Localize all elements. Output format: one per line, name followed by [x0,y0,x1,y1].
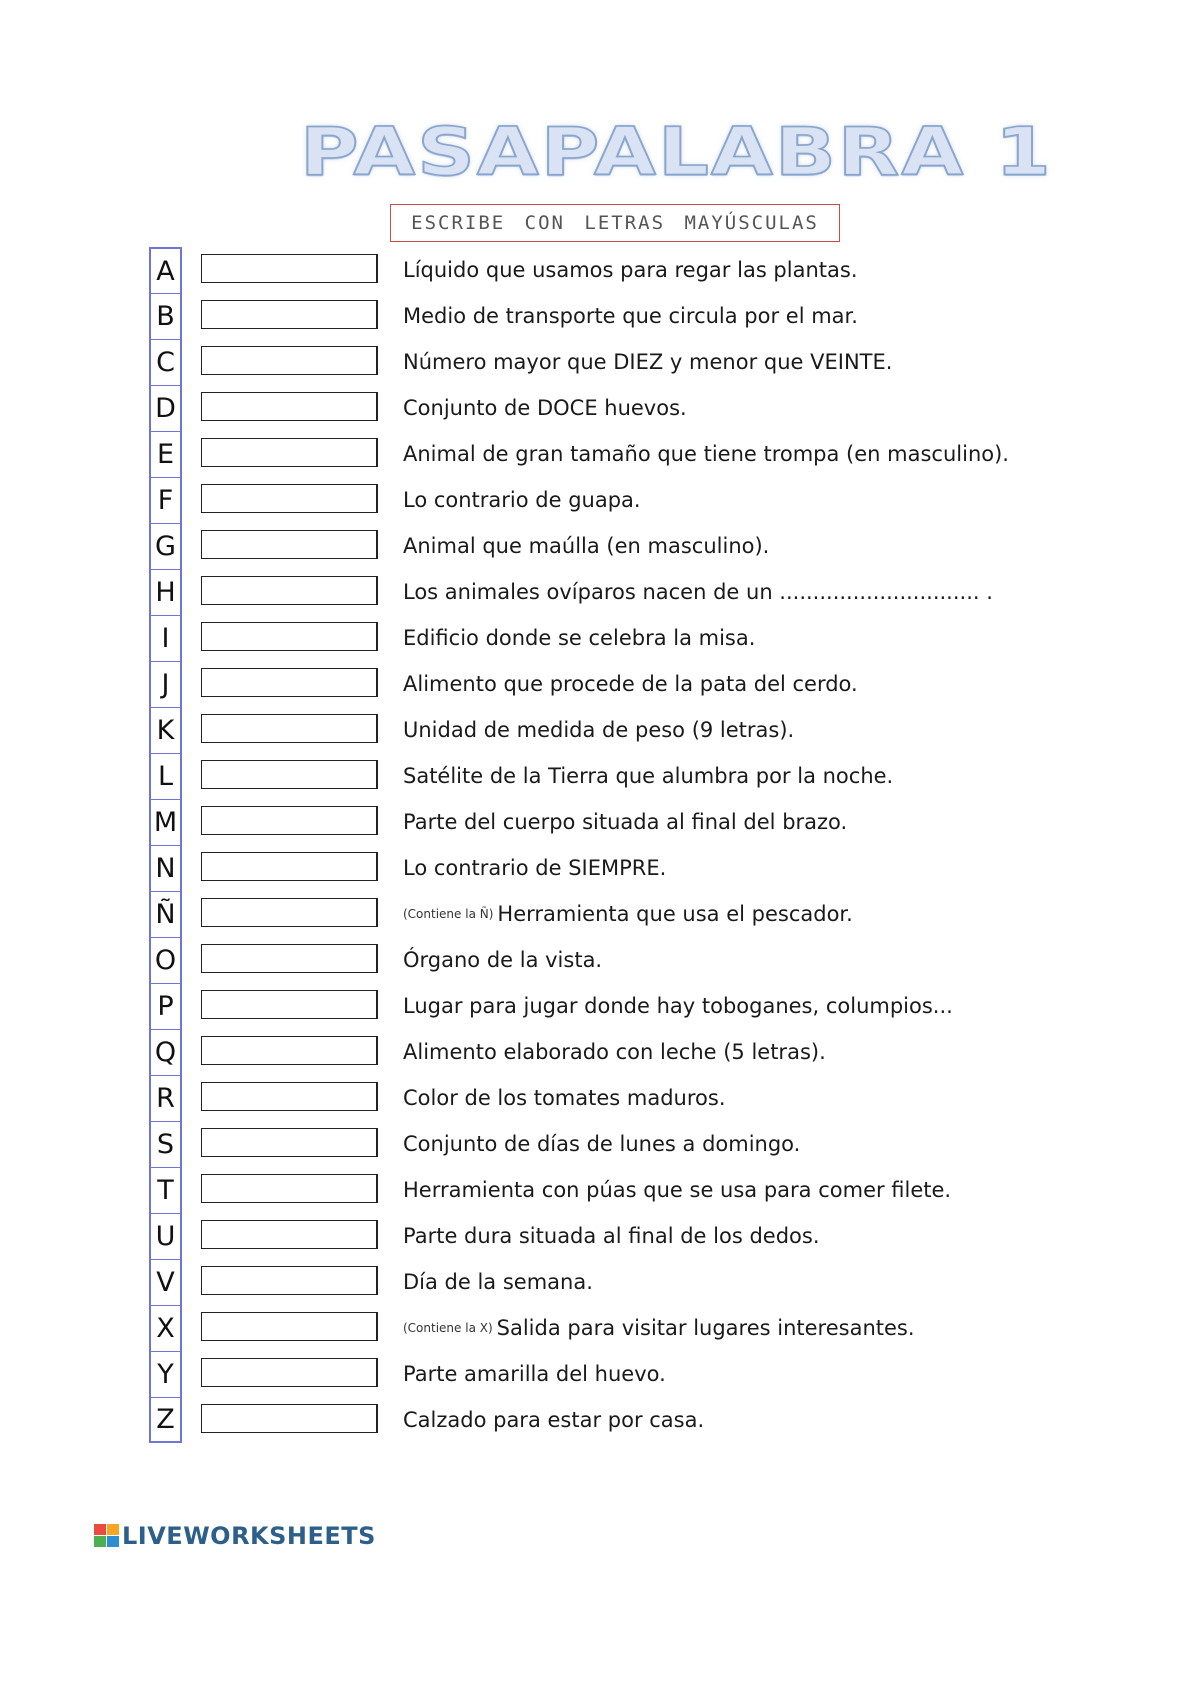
question-row [0,1075,1200,1121]
clue-label: Órgano de la vista. [403,948,603,972]
question-row [0,937,1200,983]
question-row [0,247,1200,293]
clue-label: Lo contrario de SIEMPRE. [403,856,667,880]
answer-input[interactable] [201,530,378,559]
letter-cell: O [149,937,182,983]
letter-cell: Q [149,1029,182,1075]
clue-label: Número mayor que DIEZ y menor que VEINTE. [403,350,893,374]
question-row [0,753,1200,799]
clue-label: Alimento que procede de la pata del cerdo. [403,672,858,696]
letter-cell: B [149,293,182,339]
answer-input[interactable] [201,1128,378,1157]
question-row [0,983,1200,1029]
question-row [0,431,1200,477]
clue-label: Líquido que usamos para regar las plantas. [403,258,858,282]
question-row [0,523,1200,569]
clue-text [403,477,641,523]
question-row [0,293,1200,339]
clue-text [403,707,794,753]
clue-label: Color de los tomates maduros. [403,1086,726,1110]
clue-text [403,1351,666,1397]
clue-text [403,661,858,707]
logo-text: LIVEWORKSHEETS [122,1522,376,1550]
clue-label: Medio de transporte que circula por el mar. [403,304,858,328]
answer-input[interactable] [201,1358,378,1387]
question-row [0,1259,1200,1305]
letter-cell: V [149,1259,182,1305]
answer-input[interactable] [201,806,378,835]
clue-text [403,845,666,891]
clue-text [403,753,893,799]
letter-cell: K [149,707,182,753]
answer-input[interactable] [201,346,378,375]
clue-text [403,1121,800,1167]
clue-text [403,1167,951,1213]
letter-cell: Ñ [149,891,182,937]
question-row [0,1029,1200,1075]
letter-cell: N [149,845,182,891]
clue-text [403,891,853,937]
clue-text [403,1213,820,1259]
clue-label: Lo contrario de guapa. [403,488,641,512]
question-row [0,477,1200,523]
clue-label: Unidad de medida de peso (9 letras). [403,718,795,742]
question-list [0,247,1200,1443]
clue-label: Conjunto de DOCE huevos. [403,396,687,420]
clue-text [403,1075,726,1121]
answer-input[interactable] [201,392,378,421]
clue-text [403,799,847,845]
letter-cell: E [149,431,182,477]
question-row [0,1305,1200,1351]
question-row [0,339,1200,385]
answer-input[interactable] [201,484,378,513]
letter-cell: Z [149,1397,182,1443]
letter-cell: M [149,799,182,845]
clue-label: Satélite de la Tierra que alumbra por la noche. [403,764,894,788]
clue-text [403,247,858,293]
answer-input[interactable] [201,254,378,283]
instruction-box [390,204,840,242]
letter-cell: U [149,1213,182,1259]
clue-text [403,983,953,1029]
letter-cell: I [149,615,182,661]
answer-input[interactable] [201,576,378,605]
question-row [0,1351,1200,1397]
letter-cell: J [149,661,182,707]
answer-input[interactable] [201,1036,378,1065]
clue-prefix: (Contiene la X) [403,1321,493,1335]
letter-cell: P [149,983,182,1029]
question-row [0,1397,1200,1443]
clue-label: Parte dura situada al final de los dedos. [403,1224,820,1248]
answer-input[interactable] [201,944,378,973]
clue-label: Conjunto de días de lunes a domingo. [403,1132,801,1156]
question-row [0,1167,1200,1213]
answer-input[interactable] [201,852,378,881]
letter-cell: T [149,1167,182,1213]
clue-prefix: (Contiene la Ñ) [403,907,494,921]
answer-input[interactable] [201,990,378,1019]
letter-cell: F [149,477,182,523]
letter-cell: Y [149,1351,182,1397]
letter-cell: C [149,339,182,385]
answer-input[interactable] [201,622,378,651]
question-row [0,1121,1200,1167]
letter-cell: X [149,1305,182,1351]
clue-text [403,1259,593,1305]
question-row [0,661,1200,707]
question-row [0,891,1200,937]
clue-text [403,339,892,385]
clue-label: Lugar para jugar donde hay toboganes, columpios... [403,994,953,1018]
liveworksheets-logo-icon [94,1524,120,1548]
letter-cell: A [149,247,182,293]
clue-label: Los animales ovíparos nacen de un .............................. . [403,580,993,604]
clue-label: Calzado para estar por casa. [403,1408,705,1432]
clue-label: Día de la semana. [403,1270,593,1294]
answer-input[interactable] [201,760,378,789]
answer-input[interactable] [201,1174,378,1203]
answer-input[interactable] [201,1266,378,1295]
clue-text [403,293,858,339]
answer-input[interactable] [201,438,378,467]
question-row [0,615,1200,661]
clue-text [403,615,755,661]
question-row [0,799,1200,845]
page-title: PASAPALABRA 1 [300,113,1053,191]
question-row [0,707,1200,753]
clue-text [403,431,1009,477]
clue-text [403,937,602,983]
clue-label: Alimento elaborado con leche (5 letras). [403,1040,826,1064]
answer-input[interactable] [201,668,378,697]
liveworksheets-logo [94,1521,376,1551]
answer-input[interactable] [201,1312,378,1341]
answer-input[interactable] [201,1220,378,1249]
clue-label: Animal que maúlla (en masculino). [403,534,770,558]
clue-label: Herramienta que usa el pescador. [497,902,853,926]
letter-cell: H [149,569,182,615]
clue-label: Parte del cuerpo situada al final del brazo. [403,810,848,834]
clue-text [403,1029,826,1075]
letter-cell: R [149,1075,182,1121]
question-row [0,845,1200,891]
question-row [0,569,1200,615]
answer-input[interactable] [201,714,378,743]
clue-text [403,1305,915,1351]
clue-label: Parte amarilla del huevo. [403,1362,666,1386]
answer-input[interactable] [201,1404,378,1433]
question-row [0,385,1200,431]
letter-cell: L [149,753,182,799]
clue-text [403,1397,704,1443]
question-row [0,1213,1200,1259]
answer-input[interactable] [201,300,378,329]
letter-cell: S [149,1121,182,1167]
letter-cell: G [149,523,182,569]
clue-label: Animal de gran tamaño que tiene trompa (en masculino). [403,442,1009,466]
letter-cell: D [149,385,182,431]
clue-text [403,523,769,569]
clue-text [403,385,687,431]
clue-label: Salida para visitar lugares interesantes. [496,1316,915,1340]
answer-input[interactable] [201,898,378,927]
answer-input[interactable] [201,1082,378,1111]
clue-label: Edificio donde se celebra la misa. [403,626,756,650]
clue-label: Herramienta con púas que se usa para comer filete. [403,1178,952,1202]
instruction-text: ESCRIBE CON LETRAS MAYÚSCULAS [411,212,819,234]
clue-text [403,569,993,615]
